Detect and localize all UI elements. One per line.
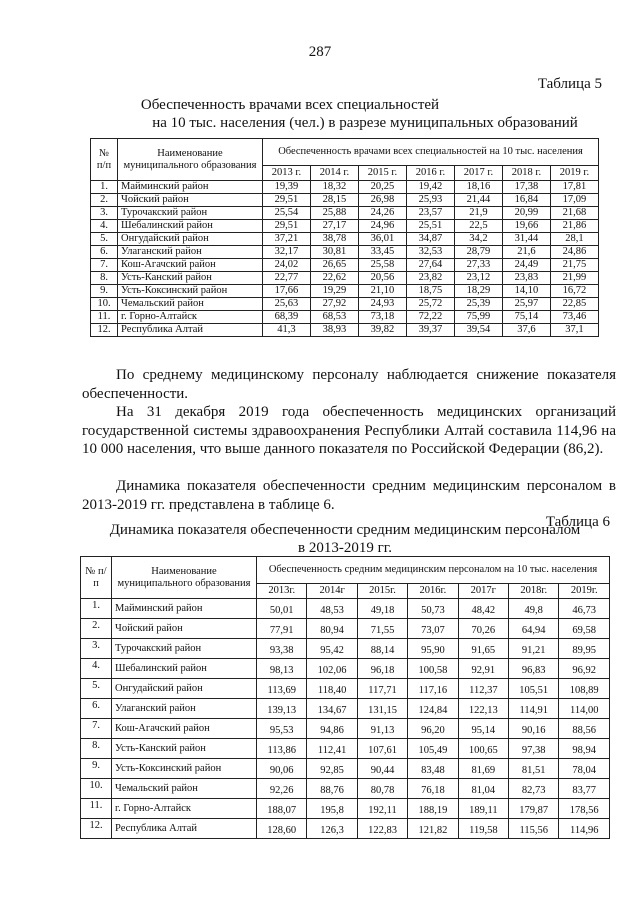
value-cell: 22,77: [263, 272, 311, 285]
municipality-name: Чемальский район: [112, 779, 257, 799]
value-cell: 179,87: [509, 799, 559, 819]
value-cell: 37,6: [502, 324, 550, 337]
value-cell: 76,18: [408, 779, 458, 799]
value-cell: 19,29: [310, 285, 358, 298]
value-cell: 29,51: [263, 194, 311, 207]
value-cell: 192,11: [357, 799, 407, 819]
value-cell: 117,71: [357, 679, 407, 699]
value-cell: 95,90: [408, 639, 458, 659]
table6-title: [80, 521, 610, 557]
municipality-name: Республика Алтай: [112, 819, 257, 839]
table5: [90, 138, 599, 337]
value-cell: 27,64: [406, 259, 454, 272]
value-cell: 112,41: [307, 739, 357, 759]
value-cell: 70,26: [458, 619, 508, 639]
value-cell: 26,98: [358, 194, 406, 207]
value-cell: 38,93: [310, 324, 358, 337]
col-name-header: Наименование муниципального образования: [118, 139, 263, 181]
value-cell: 77,91: [257, 619, 307, 639]
value-cell: 25,63: [263, 298, 311, 311]
table-row: [91, 272, 599, 285]
value-cell: 22,5: [454, 220, 502, 233]
value-cell: 139,13: [257, 699, 307, 719]
value-cell: 69,58: [559, 619, 610, 639]
paragraph-2: На 31 декабря 2019 года обеспеченность медицинских организаций государственной системы здравоохранения Республики Алтай составила 114,96 на 10 000 населения, что выше данного показателя по Российской Федерации (86,2).: [82, 404, 616, 458]
year-header: 2018г.: [509, 584, 559, 599]
year-header: 2018 г.: [502, 166, 550, 181]
value-cell: 122,83: [357, 819, 407, 839]
table-row: [91, 233, 599, 246]
row-number: 12.: [81, 819, 112, 839]
table-row: [91, 285, 599, 298]
value-cell: 114,91: [509, 699, 559, 719]
row-number: 11.: [91, 311, 118, 324]
row-number: 6.: [91, 246, 118, 259]
value-cell: 18,29: [454, 285, 502, 298]
value-cell: 83,77: [559, 779, 610, 799]
row-number: 12.: [91, 324, 118, 337]
value-cell: 88,56: [559, 719, 610, 739]
value-cell: 90,16: [509, 719, 559, 739]
value-cell: 117,16: [408, 679, 458, 699]
value-cell: 75,99: [454, 311, 502, 324]
value-cell: 95,42: [307, 639, 357, 659]
value-cell: 24,86: [550, 246, 598, 259]
value-cell: 33,45: [358, 246, 406, 259]
row-number: 6.: [81, 699, 112, 719]
row-number: 7.: [81, 719, 112, 739]
value-cell: 34,87: [406, 233, 454, 246]
value-cell: 92,85: [307, 759, 357, 779]
value-cell: 73,46: [550, 311, 598, 324]
value-cell: 24,93: [358, 298, 406, 311]
row-number: 3.: [81, 639, 112, 659]
col-num-header: № п/п: [81, 557, 112, 599]
value-cell: 90,44: [357, 759, 407, 779]
value-cell: 16,84: [502, 194, 550, 207]
value-cell: 26,65: [310, 259, 358, 272]
value-cell: 81,69: [458, 759, 508, 779]
value-cell: 25,54: [263, 207, 311, 220]
value-cell: 21,75: [550, 259, 598, 272]
value-cell: 92,26: [257, 779, 307, 799]
value-cell: 30,81: [310, 246, 358, 259]
row-number: 4.: [91, 220, 118, 233]
value-cell: 34,2: [454, 233, 502, 246]
value-cell: 92,91: [458, 659, 508, 679]
municipality-name: Турочакский район: [112, 639, 257, 659]
table-row: [81, 639, 610, 659]
table-row: [91, 220, 599, 233]
value-cell: 18,75: [406, 285, 454, 298]
value-cell: 95,53: [257, 719, 307, 739]
value-cell: 25,58: [358, 259, 406, 272]
value-cell: 105,49: [408, 739, 458, 759]
value-cell: 78,04: [559, 759, 610, 779]
year-header: 2016 г.: [406, 166, 454, 181]
value-cell: 22,62: [310, 272, 358, 285]
value-cell: 83,48: [408, 759, 458, 779]
value-cell: 88,14: [357, 639, 407, 659]
value-cell: 72,22: [406, 311, 454, 324]
value-cell: 21,86: [550, 220, 598, 233]
table5-label: Таблица 5: [537, 76, 602, 92]
value-cell: 96,18: [357, 659, 407, 679]
year-header: 2016г.: [408, 584, 458, 599]
table-row: [91, 324, 599, 337]
value-cell: 39,82: [358, 324, 406, 337]
value-cell: 21,9: [454, 207, 502, 220]
municipality-name: г. Горно-Алтайск: [118, 311, 263, 324]
table-row: [91, 181, 599, 194]
year-header: 2014г: [307, 584, 357, 599]
value-cell: 189,11: [458, 799, 508, 819]
value-cell: 102,06: [307, 659, 357, 679]
value-cell: 100,65: [458, 739, 508, 759]
table-row: [81, 739, 610, 759]
table-row: [81, 779, 610, 799]
value-cell: 93,38: [257, 639, 307, 659]
value-cell: 88,76: [307, 779, 357, 799]
value-cell: 21,44: [454, 194, 502, 207]
page-number: 287: [308, 44, 332, 60]
table-row: [81, 619, 610, 639]
municipality-name: Онгудайский район: [118, 233, 263, 246]
table-row: [81, 699, 610, 719]
value-cell: 46,73: [559, 599, 610, 619]
value-cell: 81,04: [458, 779, 508, 799]
value-cell: 21,68: [550, 207, 598, 220]
row-number: 9.: [91, 285, 118, 298]
year-header: 2019 г.: [550, 166, 598, 181]
row-number: 1.: [81, 599, 112, 619]
table6-label: Таблица 6: [545, 514, 610, 530]
value-cell: 32,17: [263, 246, 311, 259]
value-cell: 96,92: [559, 659, 610, 679]
value-cell: 32,53: [406, 246, 454, 259]
value-cell: 24,02: [263, 259, 311, 272]
row-number: 1.: [91, 181, 118, 194]
value-cell: 118,40: [307, 679, 357, 699]
value-cell: 91,21: [509, 639, 559, 659]
table5-title-line1: Обеспеченность врачами всех специальностей: [140, 97, 440, 113]
value-cell: 112,37: [458, 679, 508, 699]
value-cell: 128,60: [257, 819, 307, 839]
value-cell: 39,54: [454, 324, 502, 337]
municipality-name: Усть-Канский район: [118, 272, 263, 285]
value-cell: 19,42: [406, 181, 454, 194]
value-cell: 108,89: [559, 679, 610, 699]
value-cell: 37,1: [550, 324, 598, 337]
value-cell: 41,3: [263, 324, 311, 337]
value-cell: 36,01: [358, 233, 406, 246]
value-cell: 114,00: [559, 699, 610, 719]
value-cell: 16,72: [550, 285, 598, 298]
value-cell: 80,78: [357, 779, 407, 799]
value-cell: 50,73: [408, 599, 458, 619]
table-row: [91, 246, 599, 259]
value-cell: 19,39: [263, 181, 311, 194]
municipality-name: Кош-Агачский район: [112, 719, 257, 739]
value-cell: 48,42: [458, 599, 508, 619]
value-cell: 134,67: [307, 699, 357, 719]
value-cell: 124,84: [408, 699, 458, 719]
row-number: 4.: [81, 659, 112, 679]
municipality-name: Шебалинский район: [118, 220, 263, 233]
row-number: 3.: [91, 207, 118, 220]
value-cell: 25,97: [502, 298, 550, 311]
value-cell: 17,66: [263, 285, 311, 298]
value-cell: 80,94: [307, 619, 357, 639]
row-number: 2.: [91, 194, 118, 207]
value-cell: 23,57: [406, 207, 454, 220]
value-cell: 49,18: [357, 599, 407, 619]
table5-title: [0, 96, 640, 132]
table5-body: [91, 181, 599, 337]
municipality-name: Чойский район: [118, 194, 263, 207]
col-name-header: Наименование муниципального образования: [112, 557, 257, 599]
table-row: [81, 599, 610, 619]
value-cell: 27,33: [454, 259, 502, 272]
table-row: [81, 759, 610, 779]
value-cell: 195,8: [307, 799, 357, 819]
value-cell: 113,86: [257, 739, 307, 759]
value-cell: 89,95: [559, 639, 610, 659]
municipality-name: Улаганский район: [118, 246, 263, 259]
value-cell: 105,51: [509, 679, 559, 699]
municipality-name: Улаганский район: [112, 699, 257, 719]
value-cell: 17,09: [550, 194, 598, 207]
value-cell: 18,32: [310, 181, 358, 194]
table-row: [91, 298, 599, 311]
municipality-name: Майминский район: [112, 599, 257, 619]
value-cell: 38,78: [310, 233, 358, 246]
value-cell: 18,16: [454, 181, 502, 194]
value-cell: 126,3: [307, 819, 357, 839]
value-cell: 113,69: [257, 679, 307, 699]
value-cell: 68,39: [263, 311, 311, 324]
value-cell: 28,1: [550, 233, 598, 246]
row-number: 9.: [81, 759, 112, 779]
value-cell: 178,56: [559, 799, 610, 819]
value-cell: 27,17: [310, 220, 358, 233]
municipality-name: Усть-Коксинский район: [112, 759, 257, 779]
table-row: [81, 819, 610, 839]
value-cell: 20,99: [502, 207, 550, 220]
table6-body: [81, 599, 610, 839]
value-cell: 97,38: [509, 739, 559, 759]
municipality-name: Усть-Коксинский район: [118, 285, 263, 298]
col-group-header: Обеспеченность врачами всех специальностей на 10 тыс. населения: [263, 139, 599, 166]
row-number: 8.: [81, 739, 112, 759]
municipality-name: Кош-Агачский район: [118, 259, 263, 272]
value-cell: 68,53: [310, 311, 358, 324]
row-number: 5.: [81, 679, 112, 699]
value-cell: 98,94: [559, 739, 610, 759]
value-cell: 50,01: [257, 599, 307, 619]
value-cell: 121,82: [408, 819, 458, 839]
municipality-name: Республика Алтай: [118, 324, 263, 337]
value-cell: 115,56: [509, 819, 559, 839]
municipality-name: Усть-Канский район: [112, 739, 257, 759]
value-cell: 25,93: [406, 194, 454, 207]
value-cell: 14,10: [502, 285, 550, 298]
value-cell: 81,51: [509, 759, 559, 779]
year-header: 2017г: [458, 584, 508, 599]
table-row: [91, 194, 599, 207]
table-row: [91, 207, 599, 220]
value-cell: 188,19: [408, 799, 458, 819]
value-cell: 23,82: [406, 272, 454, 285]
value-cell: 28,79: [454, 246, 502, 259]
row-number: 5.: [91, 233, 118, 246]
value-cell: 75,14: [502, 311, 550, 324]
value-cell: 131,15: [357, 699, 407, 719]
row-number: 10.: [81, 779, 112, 799]
paragraph-1: По среднему медицинскому персоналу наблюдается снижение показателя обеспеченности.: [82, 367, 616, 402]
municipality-name: Майминский район: [118, 181, 263, 194]
value-cell: 73,18: [358, 311, 406, 324]
year-header: 2013 г.: [263, 166, 311, 181]
value-cell: 71,55: [357, 619, 407, 639]
table-row: [81, 719, 610, 739]
value-cell: 39,37: [406, 324, 454, 337]
value-cell: 48,53: [307, 599, 357, 619]
year-header: 2015 г.: [358, 166, 406, 181]
value-cell: 28,15: [310, 194, 358, 207]
value-cell: 64,94: [509, 619, 559, 639]
value-cell: 22,85: [550, 298, 598, 311]
value-cell: 25,88: [310, 207, 358, 220]
row-number: 10.: [91, 298, 118, 311]
value-cell: 23,83: [502, 272, 550, 285]
value-cell: 94,86: [307, 719, 357, 739]
value-cell: 19,66: [502, 220, 550, 233]
value-cell: 29,51: [263, 220, 311, 233]
municipality-name: Шебалинский район: [112, 659, 257, 679]
value-cell: 21,10: [358, 285, 406, 298]
value-cell: 107,61: [357, 739, 407, 759]
value-cell: 100,58: [408, 659, 458, 679]
value-cell: 95,14: [458, 719, 508, 739]
value-cell: 21,99: [550, 272, 598, 285]
municipality-name: Онгудайский район: [112, 679, 257, 699]
value-cell: 20,25: [358, 181, 406, 194]
value-cell: 114,96: [559, 819, 610, 839]
year-header: 2019г.: [559, 584, 610, 599]
table5-title-line2: на 10 тыс. населения (чел.) в разрезе муниципальных образований: [152, 115, 578, 131]
row-number: 7.: [91, 259, 118, 272]
value-cell: 20,56: [358, 272, 406, 285]
value-cell: 96,83: [509, 659, 559, 679]
value-cell: 24,49: [502, 259, 550, 272]
value-cell: 91,13: [357, 719, 407, 739]
table-row: [81, 799, 610, 819]
table-row: [81, 659, 610, 679]
value-cell: 90,06: [257, 759, 307, 779]
col-group-header: Обеспеченность средним медицинским персоналом на 10 тыс. населения: [257, 557, 610, 584]
municipality-name: г. Горно-Алтайск: [112, 799, 257, 819]
value-cell: 98,13: [257, 659, 307, 679]
value-cell: 27,92: [310, 298, 358, 311]
value-cell: 24,96: [358, 220, 406, 233]
municipality-name: Турочакский район: [118, 207, 263, 220]
value-cell: 17,38: [502, 181, 550, 194]
value-cell: 25,72: [406, 298, 454, 311]
year-header: 2015г.: [357, 584, 407, 599]
value-cell: 119,58: [458, 819, 508, 839]
value-cell: 49,8: [509, 599, 559, 619]
year-header: 2013г.: [257, 584, 307, 599]
value-cell: 17,81: [550, 181, 598, 194]
value-cell: 24,26: [358, 207, 406, 220]
value-cell: 73,07: [408, 619, 458, 639]
row-number: 8.: [91, 272, 118, 285]
table6-title-line2: в 2013-2019 гг.: [298, 540, 392, 556]
value-cell: 188,07: [257, 799, 307, 819]
table6-title-line1: Динамика показателя обеспеченности средним медицинским персоналом: [109, 522, 581, 538]
value-cell: 91,65: [458, 639, 508, 659]
col-num-header: № п/п: [91, 139, 118, 181]
year-header: 2014 г.: [310, 166, 358, 181]
row-number: 11.: [81, 799, 112, 819]
row-number: 2.: [81, 619, 112, 639]
municipality-name: Чойский район: [112, 619, 257, 639]
value-cell: 96,20: [408, 719, 458, 739]
paragraph-3: Динамика показателя обеспеченности средним медицинским персоналом в 2013-2019 гг. представлена в таблице 6.: [82, 478, 616, 513]
value-cell: 25,39: [454, 298, 502, 311]
table6: [80, 556, 610, 839]
value-cell: 23,12: [454, 272, 502, 285]
value-cell: 21,6: [502, 246, 550, 259]
value-cell: 31,44: [502, 233, 550, 246]
value-cell: 122,13: [458, 699, 508, 719]
value-cell: 37,21: [263, 233, 311, 246]
value-cell: 25,51: [406, 220, 454, 233]
year-header: 2017 г.: [454, 166, 502, 181]
table-row: [91, 259, 599, 272]
value-cell: 82,73: [509, 779, 559, 799]
table-row: [91, 311, 599, 324]
municipality-name: Чемальский район: [118, 298, 263, 311]
table-row: [81, 679, 610, 699]
